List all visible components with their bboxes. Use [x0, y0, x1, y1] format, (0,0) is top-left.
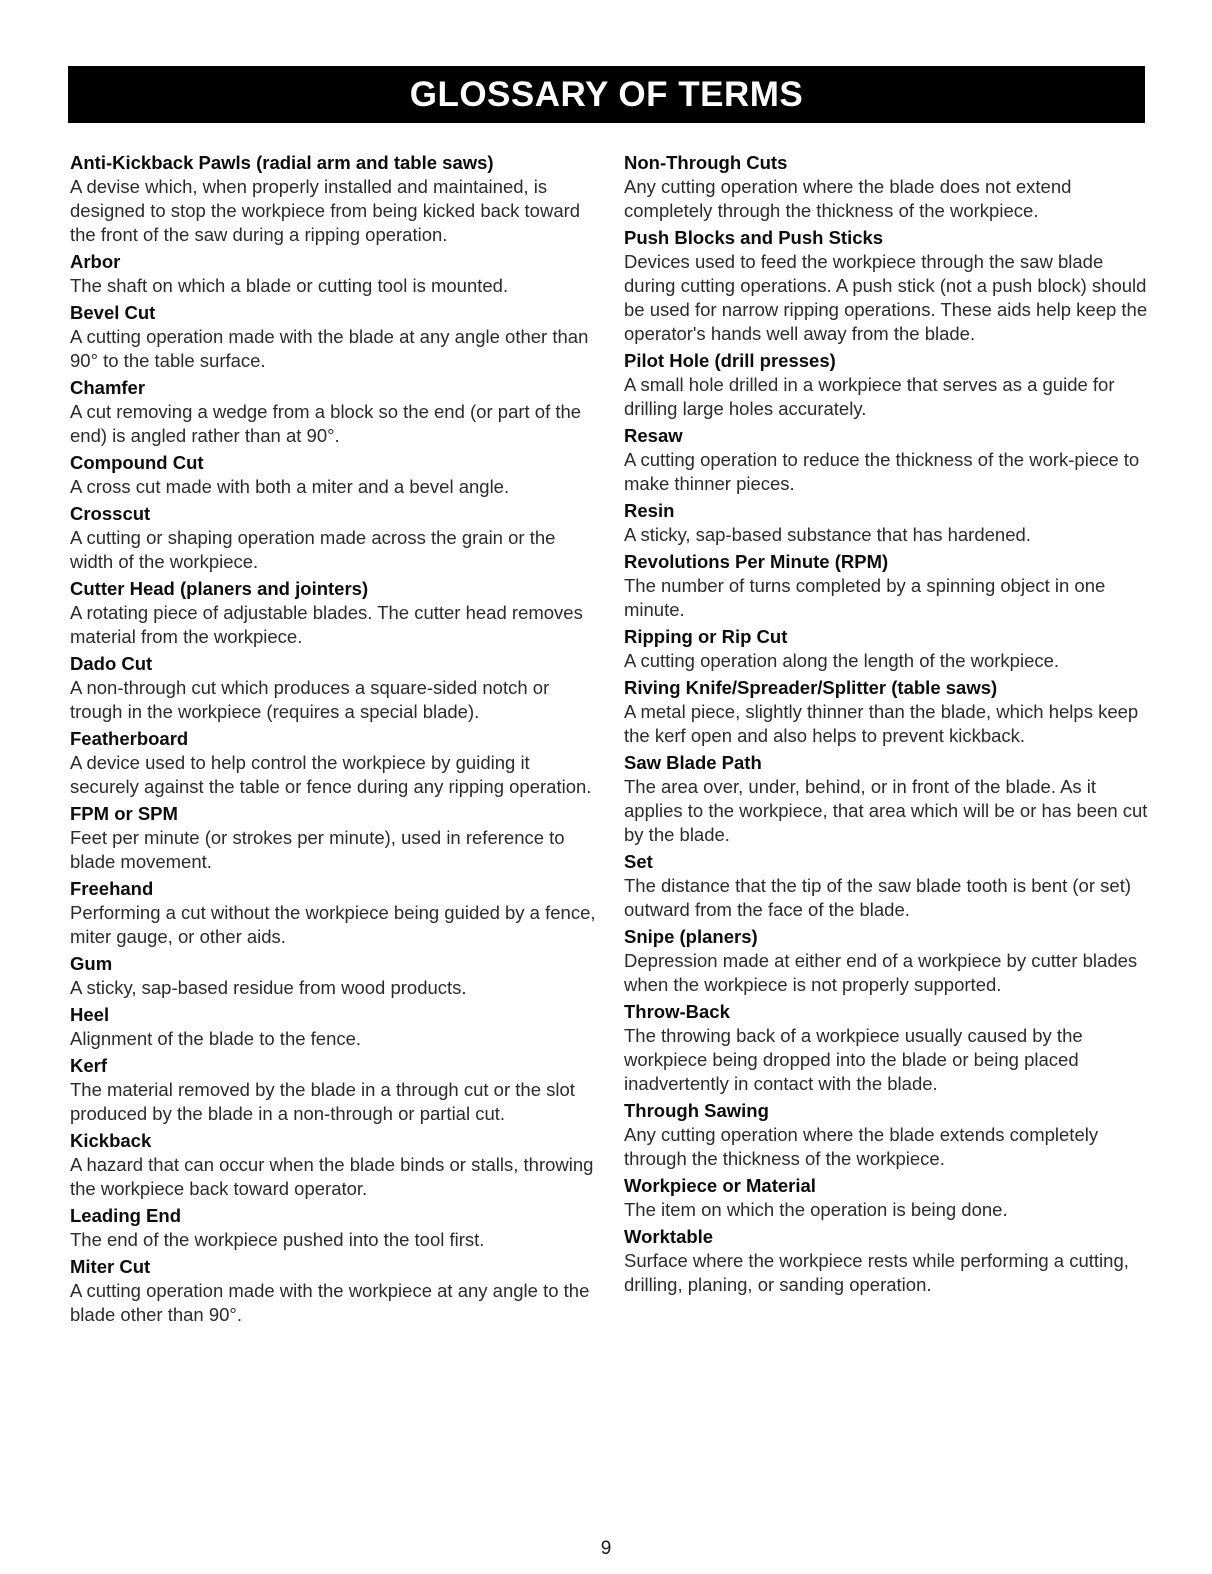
glossary-term: Kerf [70, 1055, 108, 1076]
glossary-entry [70, 577, 598, 649]
glossary-term: Miter Cut [70, 1256, 151, 1277]
page-title: GLOSSARY OF TERMS [409, 75, 804, 114]
glossary-entry [70, 1204, 598, 1252]
glossary-term: Arbor [70, 251, 121, 272]
glossary-term: Ripping or Rip Cut [624, 626, 788, 647]
glossary-entry [624, 751, 1152, 847]
glossary-definition: The end of the workpiece pushed into the tool first. [70, 1229, 485, 1250]
glossary-definition: A non-through cut which produces a square-sided notch or trough in the workpiece (requires a special blade). [70, 677, 550, 722]
glossary-definition: A sticky, sap-based substance that has hardened. [624, 524, 1031, 545]
glossary-definition: The number of turns completed by a spinning object in one minute. [624, 575, 1106, 620]
glossary-definition: A cutting or shaping operation made across the grain or the width of the workpiece. [70, 527, 556, 572]
glossary-term: Chamfer [70, 377, 146, 398]
glossary-term: Revolutions Per Minute (RPM) [624, 551, 889, 572]
glossary-term: Set [624, 851, 653, 872]
glossary-definition: The throwing back of a workpiece usually caused by the workpiece being dropped into the blade or being placed inadvertently in contact with the blade. [624, 1025, 1083, 1094]
glossary-entry [624, 850, 1152, 922]
glossary-entry [70, 1129, 598, 1201]
glossary-term: Kickback [70, 1130, 152, 1151]
page-number: 9 [600, 1538, 612, 1559]
glossary-term: Bevel Cut [70, 302, 156, 323]
glossary-term: Compound Cut [70, 452, 204, 473]
glossary-term: Throw-Back [624, 1001, 730, 1022]
glossary-entry [70, 652, 598, 724]
glossary-entry [70, 1255, 598, 1327]
glossary-term: Gum [70, 953, 113, 974]
glossary-entry [70, 1003, 598, 1051]
glossary-term: Pilot Hole (drill presses) [624, 350, 836, 371]
glossary-entry [624, 1099, 1152, 1171]
glossary-entry [624, 349, 1152, 421]
glossary-definition: Feet per minute (or strokes per minute), used in reference to blade movement. [70, 827, 565, 872]
glossary-entry [624, 499, 1152, 547]
glossary-entry [70, 877, 598, 949]
glossary-definition: The material removed by the blade in a through cut or the slot produced by the blade in a non-through or partial cut. [70, 1079, 575, 1124]
glossary-definition: Any cutting operation where the blade extends completely through the thickness of the workpiece. [624, 1124, 1099, 1169]
glossary-entry [624, 1000, 1152, 1096]
glossary-definition: A devise which, when properly installed and maintained, is designed to stop the workpiece from being kicked back toward the front of the saw during a ripping operation. [70, 176, 581, 245]
glossary-definition: A cross cut made with both a miter and a bevel angle. [70, 476, 510, 497]
glossary-definition: Surface where the workpiece rests while performing a cutting, drilling, planing, or sanding operation. [624, 1250, 1129, 1295]
glossary-entry [70, 802, 598, 874]
glossary-term: Crosscut [70, 503, 151, 524]
glossary-entry [624, 625, 1152, 673]
glossary-definition: A cut removing a wedge from a block so the end (or part of the end) is angled rather than at 90°. [70, 401, 582, 446]
glossary-term: Riving Knife/Spreader/Splitter (table saws) [624, 677, 998, 698]
glossary-term: Heel [70, 1004, 110, 1025]
glossary-definition: The distance that the tip of the saw blade tooth is bent (or set) outward from the face of the blade. [624, 875, 1131, 920]
title-banner [68, 66, 1145, 123]
glossary-term: Freehand [70, 878, 154, 899]
glossary-term: Saw Blade Path [624, 752, 762, 773]
glossary-entry [624, 424, 1152, 496]
glossary-definition: A device used to help control the workpiece by guiding it securely against the table or fence during any ripping operation. [70, 752, 592, 797]
glossary-term: Non-Through Cuts [624, 152, 788, 173]
glossary-entry [70, 451, 598, 499]
glossary-entry [624, 925, 1152, 997]
glossary-term: Cutter Head (planers and jointers) [70, 578, 369, 599]
glossary-entry [70, 952, 598, 1000]
glossary-definition: A small hole drilled in a workpiece that serves as a guide for drilling large holes accurately. [624, 374, 1115, 419]
glossary-entry [70, 502, 598, 574]
glossary-definition: Performing a cut without the workpiece being guided by a fence, miter gauge, or other aids. [70, 902, 596, 947]
glossary-definition: The item on which the operation is being done. [624, 1199, 1008, 1220]
glossary-definition: A rotating piece of adjustable blades. The cutter head removes material from the workpiece. [70, 602, 583, 647]
glossary-definition: The area over, under, behind, or in front of the blade. As it applies to the workpiece, that area which will be or has been cut by the blade. [624, 776, 1148, 845]
glossary-term: Resaw [624, 425, 683, 446]
glossary-definition: A cutting operation made with the blade at any angle other than 90° to the table surface. [70, 326, 589, 371]
glossary-entry [624, 1174, 1152, 1222]
glossary-definition: A cutting operation along the length of the workpiece. [624, 650, 1060, 671]
glossary-term: Resin [624, 500, 675, 521]
glossary-term: Push Blocks and Push Sticks [624, 227, 884, 248]
glossary-entry [70, 301, 598, 373]
glossary-entry [70, 727, 598, 799]
glossary-entry [624, 151, 1152, 223]
glossary-definition: Depression made at either end of a workpiece by cutter blades when the workpiece is not properly supported. [624, 950, 1138, 995]
glossary-entry [624, 226, 1152, 346]
glossary-term: Through Sawing [624, 1100, 769, 1121]
glossary-term: Anti-Kickback Pawls (radial arm and table saws) [70, 152, 494, 173]
glossary-entry [70, 151, 598, 247]
glossary-definition: The shaft on which a blade or cutting tool is mounted. [70, 275, 509, 296]
glossary-term: Dado Cut [70, 653, 153, 674]
glossary-definition: Alignment of the blade to the fence. [70, 1028, 362, 1049]
glossary-entry [624, 550, 1152, 622]
glossary-definition: A cutting operation to reduce the thickness of the work-piece to make thinner pieces. [624, 449, 1140, 494]
glossary-definition: Devices used to feed the workpiece through the saw blade during cutting operations. A push stick (not a push block) should be used for narrow ripping operations. These aids help keep the operator's hands well away from the blade. [624, 251, 1148, 344]
glossary-term: Snipe (planers) [624, 926, 758, 947]
glossary-entry [624, 1225, 1152, 1297]
glossary-term: Featherboard [70, 728, 189, 749]
glossary-definition: A sticky, sap-based residue from wood products. [70, 977, 467, 998]
glossary-entry [70, 250, 598, 298]
glossary-term: Leading End [70, 1205, 181, 1226]
glossary-entry [70, 1054, 598, 1126]
glossary-entry [624, 676, 1152, 748]
glossary-term: Workpiece or Material [624, 1175, 816, 1196]
glossary-column-left [70, 151, 598, 1330]
glossary-term: Worktable [624, 1226, 714, 1247]
glossary-definition: A hazard that can occur when the blade binds or stalls, throwing the workpiece back toward operator. [70, 1154, 594, 1199]
glossary-entry [70, 376, 598, 448]
glossary-definition: A metal piece, slightly thinner than the blade, which helps keep the kerf open and also helps to prevent kickback. [624, 701, 1139, 746]
glossary-column-right [624, 151, 1152, 1300]
glossary-definition: A cutting operation made with the workpiece at any angle to the blade other than 90°. [70, 1280, 590, 1325]
glossary-definition: Any cutting operation where the blade does not extend completely through the thickness of the workpiece. [624, 176, 1072, 221]
glossary-term: FPM or SPM [70, 803, 178, 824]
